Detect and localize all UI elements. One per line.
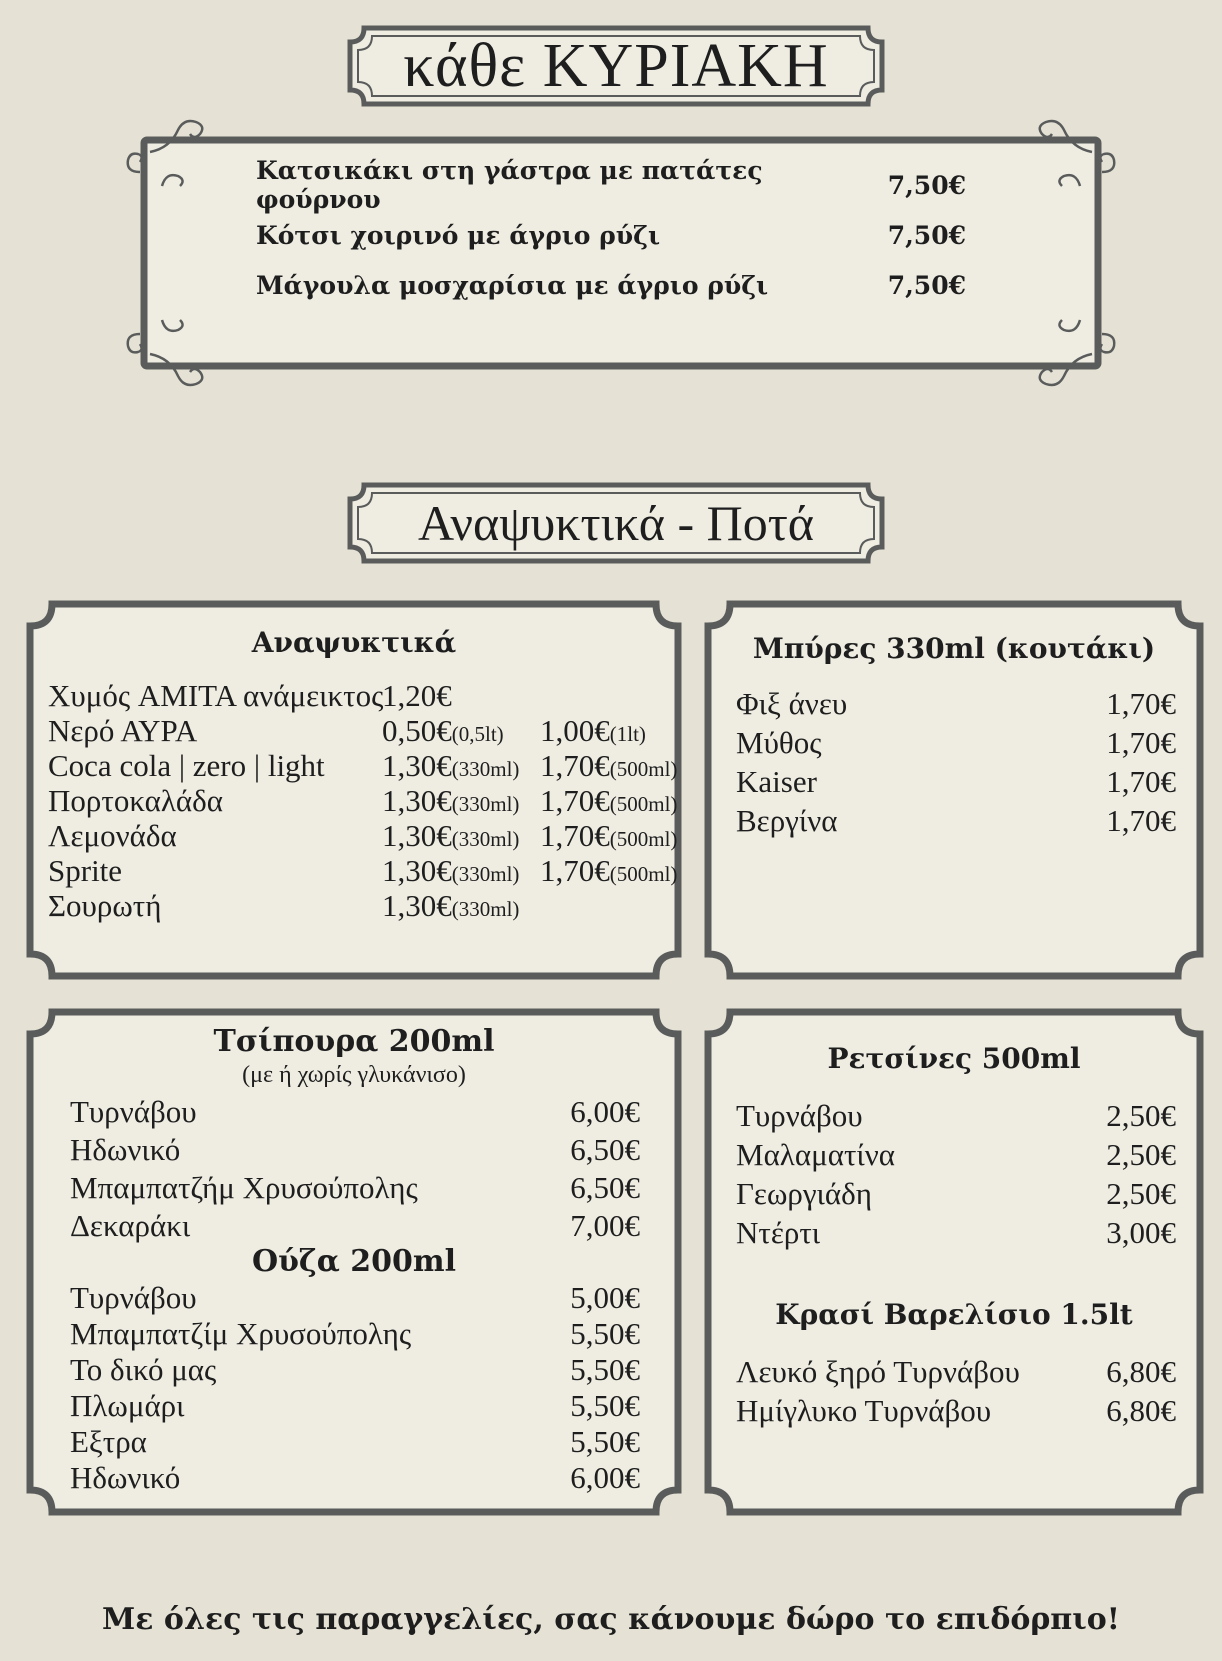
menu-item-row <box>48 783 678 819</box>
item-name: Τυρνάβου <box>736 1098 863 1133</box>
item-name: Μπαμπατζήμ Χρυσούπολης <box>70 1170 418 1205</box>
item-name: Βεργίνα <box>736 803 838 838</box>
item-price: 6,00€ <box>570 1460 640 1495</box>
item-name: Λεμονάδα <box>48 818 177 853</box>
item-price: 7,50€ <box>887 170 966 200</box>
item-name: Ντέρτι <box>736 1215 821 1250</box>
item-price: 2,50€ <box>1106 1176 1176 1211</box>
item-name: Ημίγλυκο Τυρνάβου <box>736 1393 992 1428</box>
item-price: 6,50€ <box>570 1170 640 1205</box>
item-name: Το δικό μας <box>70 1352 217 1387</box>
item-name: Τυρνάβου <box>70 1094 197 1129</box>
item-name: Φιξ άνευ <box>736 686 848 721</box>
menu-item-row <box>736 1137 1176 1173</box>
item-price-large: 1,70€(500ml) <box>540 783 678 818</box>
menu-item-row <box>736 1354 1176 1390</box>
item-name: Τυρνάβου <box>70 1280 197 1315</box>
item-name: Ηδωνικό <box>70 1460 181 1495</box>
menu-item-row <box>70 1316 640 1352</box>
menu-item-row <box>48 888 668 924</box>
menu-item-row <box>736 1393 1176 1429</box>
menu-item-row <box>48 818 678 854</box>
size-label: (330ml) <box>451 792 520 816</box>
item-price-small: 1,30€(330ml) <box>382 853 520 888</box>
soft-drinks-heading: Αναψυκτικά <box>251 626 457 659</box>
menu-item-row <box>48 678 668 714</box>
menu-item-row <box>736 1098 1176 1134</box>
item-price: 5,50€ <box>570 1424 640 1459</box>
menu-item-row <box>256 210 966 260</box>
menu-item-row <box>736 725 1176 761</box>
item-name: Μαλαματίνα <box>736 1137 895 1172</box>
size-label: (0,5lt) <box>451 722 504 746</box>
size-label: (1lt) <box>609 722 646 746</box>
footer-note: Με όλες τις παραγγελίες, σας κάνουμε δώρο το επιδόρπιο! <box>102 1602 1120 1637</box>
item-name: Εξτρα <box>70 1424 147 1459</box>
item-name: Kaiser <box>736 764 817 799</box>
item-price-large: 1,00€(1lt) <box>540 713 646 748</box>
menu-item-row <box>70 1132 640 1168</box>
sunday-title: κάθε ΚΥΡΙΑΚΗ <box>403 31 829 100</box>
tsipoura-ouzo-panel <box>26 1008 682 1516</box>
item-price-small: 1,30€(330ml) <box>382 783 520 818</box>
menu-item-row <box>736 803 1176 839</box>
size-label: (500ml) <box>609 827 678 851</box>
menu-item-row <box>736 764 1176 800</box>
item-price: 1,70€ <box>1106 803 1176 838</box>
item-price: 2,50€ <box>1106 1137 1176 1172</box>
menu-item-row <box>48 853 678 889</box>
item-price: 1,70€ <box>1106 764 1176 799</box>
size-label: (500ml) <box>609 757 678 781</box>
soft-drinks-panel <box>26 600 682 980</box>
menu-item-row <box>48 748 678 784</box>
retsina-heading: Ρετσίνες 500ml <box>827 1042 1081 1075</box>
menu-item-row <box>70 1424 640 1460</box>
size-label: (330ml) <box>451 897 520 921</box>
item-price-small: 1,30€(330ml) <box>382 748 520 783</box>
item-name: Χυμός AMITA ανάμεικτος <box>48 678 384 713</box>
menu-item-row <box>736 686 1176 722</box>
size-label: (500ml) <box>609 792 678 816</box>
wine-heading: Κρασί Βαρελίσιο 1.5lt <box>775 1298 1133 1331</box>
drinks-title-banner <box>346 481 886 565</box>
menu-item-row <box>70 1352 640 1388</box>
item-price-small: 1,30€(330ml) <box>382 818 520 853</box>
item-name: Coca cola | zero | light <box>48 748 325 783</box>
menu-item-row <box>70 1208 640 1244</box>
item-price-small: 1,30€(330ml) <box>382 888 520 923</box>
tsipoura-subtitle: (με ή χωρίς γλυκάνισο) <box>242 1062 466 1088</box>
item-name: Πλωμάρι <box>70 1388 185 1423</box>
item-name: Σουρωτή <box>48 888 162 923</box>
item-price: 7,00€ <box>570 1208 640 1243</box>
item-price-large: 1,70€(500ml) <box>540 818 678 853</box>
beers-panel <box>704 600 1204 980</box>
menu-item-row <box>70 1280 640 1316</box>
item-price: 5,50€ <box>570 1352 640 1387</box>
menu-item-row <box>256 156 966 214</box>
item-name: Δεκαράκι <box>70 1208 191 1243</box>
item-price: 6,00€ <box>570 1094 640 1129</box>
item-price-small: 0,50€(0,5lt) <box>382 713 504 748</box>
menu-item-row <box>736 1176 1176 1212</box>
tsipoura-heading: Τσίπουρα 200ml <box>213 1024 495 1059</box>
item-price: 5,00€ <box>570 1280 640 1315</box>
item-name: Γεωργιάδη <box>736 1176 872 1211</box>
item-name: Νερό ΑΥΡΑ <box>48 713 198 748</box>
item-price: 6,50€ <box>570 1132 640 1167</box>
item-name: Μάγουλα μοσχαρίσια με άγριο ρύζι <box>256 270 769 300</box>
size-label: (330ml) <box>451 827 520 851</box>
sunday-specials-box <box>122 112 1120 392</box>
item-price: 1,70€ <box>1106 725 1176 760</box>
size-label: (500ml) <box>609 862 678 886</box>
item-price: 6,80€ <box>1106 1393 1176 1428</box>
size-label: (330ml) <box>451 862 520 886</box>
menu-item-row <box>70 1388 640 1424</box>
item-price-large: 1,70€(500ml) <box>540 748 678 783</box>
item-price-large: 1,70€(500ml) <box>540 853 678 888</box>
item-price: 5,50€ <box>570 1388 640 1423</box>
menu-item-row <box>70 1094 640 1130</box>
item-price: 6,80€ <box>1106 1354 1176 1389</box>
ouza-heading: Ούζα 200ml <box>251 1244 456 1279</box>
menu-item-row <box>70 1170 640 1206</box>
item-name: Μύθος <box>736 725 822 760</box>
item-price: 2,50€ <box>1106 1098 1176 1133</box>
item-price: 5,50€ <box>570 1316 640 1351</box>
size-label: (330ml) <box>451 757 520 781</box>
menu-item-row <box>48 713 668 749</box>
item-name: Πορτοκαλάδα <box>48 783 224 818</box>
item-name: Κότσι χοιρινό με άγριο ρύζι <box>256 220 661 250</box>
retsina-wine-panel <box>704 1008 1204 1516</box>
menu-item-row <box>70 1460 640 1496</box>
item-price: 3,00€ <box>1106 1215 1176 1250</box>
item-name: Sprite <box>48 853 123 888</box>
item-price: 7,50€ <box>887 270 966 300</box>
item-price-small: 1,20€ <box>382 678 452 713</box>
beers-heading: Μπύρες 330ml (κουτάκι) <box>752 632 1156 665</box>
item-price: 1,70€ <box>1106 686 1176 721</box>
item-name: Κατσικάκι στη γάστρα με πατάτες φούρνου <box>256 156 763 214</box>
menu-item-row <box>736 1215 1176 1251</box>
drinks-title: Αναψυκτικά - Ποτά <box>418 495 814 551</box>
sunday-title-banner <box>346 24 886 108</box>
item-name: Ηδωνικό <box>70 1132 181 1167</box>
menu-item-row <box>256 260 966 310</box>
item-name: Λευκό ξηρό Τυρνάβου <box>736 1354 1020 1389</box>
item-name: Μπαμπατζίμ Χρυσούπολης <box>70 1316 412 1351</box>
item-price: 7,50€ <box>887 220 966 250</box>
